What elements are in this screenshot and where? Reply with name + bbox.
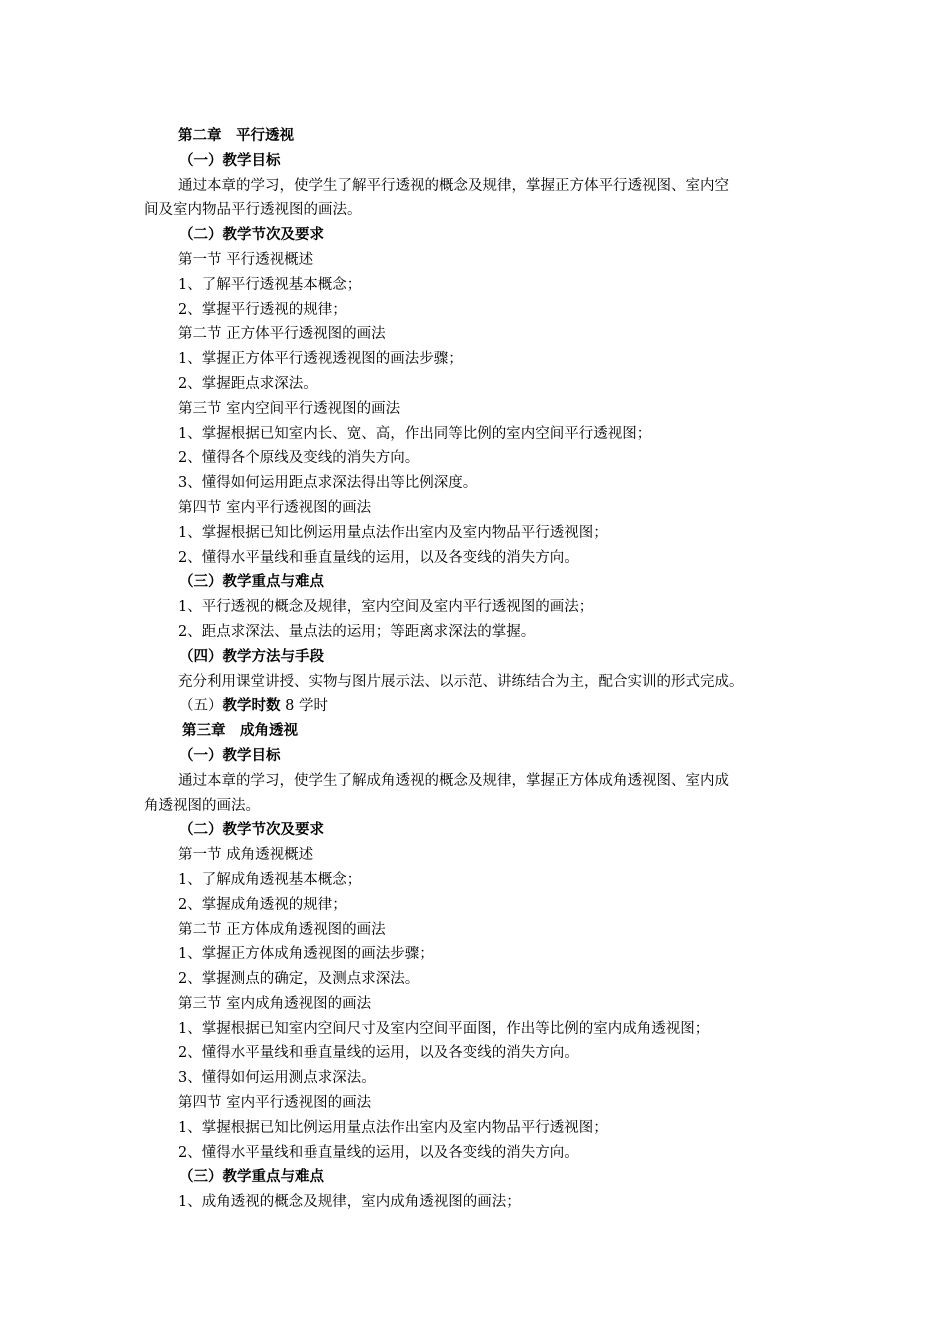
ch2-key-item: 1、平行透视的概念及规律，室内空间及室内平行透视图的画法； [178,599,594,616]
ch3-s1-item: 1、了解成角透视基本概念； [178,871,362,888]
ch2-method-text: 充分利用课堂讲授、实物与图片展示法、以示范、讲练结合为主，配合实训的形式完成。 [178,673,744,690]
ch3-key-item: 1、成角透视的概念及规律，室内成角透视图的画法； [178,1194,521,1211]
ch2-key-heading: （三）教学重点与难点 [179,573,324,591]
ch2-goal-text-2: 间及室内物品平行透视图的画法。 [144,202,362,219]
ch2-sections-heading: （二）教学节次及要求 [179,226,324,244]
ch2-hours-line [0,694,950,719]
ch2-s3-item: 2、懂得各个原线及变线的消失方向。 [178,450,420,467]
ch3-s4-item: 2、懂得水平量线和垂直量线的运用，以及各变线的消失方向。 [178,1144,579,1161]
document-body [0,124,950,1215]
ch3-section-1-title: 第一节 成角透视概述 [178,847,314,864]
chapter-2-title: 第二章 平行透视 [178,127,294,144]
ch2-goal-text-1: 通过本章的学习，使学生了解平行透视的概念及规律，掌握正方体平行透视图、室内空 [178,177,729,194]
ch3-s2-item: 2、掌握测点的确定，及测点求深法。 [178,971,420,988]
ch2-method-heading: （四）教学方法与手段 [179,647,324,665]
ch2-section-3-title: 第三节 室内空间平行透视图的画法 [178,400,401,417]
ch2-section-1-title: 第一节 平行透视概述 [178,251,314,268]
ch2-key-item: 2、距点求深法、量点法的运用；等距离求深法的掌握。 [178,623,536,640]
ch2-section-2-title: 第二节 正方体平行透视图的画法 [178,326,386,343]
ch2-section-4-title: 第四节 室内平行透视图的画法 [178,499,372,516]
ch3-s3-item: 2、懂得水平量线和垂直量线的运用，以及各变线的消失方向。 [178,1045,579,1062]
ch3-s2-item: 1、掌握正方体成角透视图的画法步骤； [178,946,434,963]
ch3-section-3-title: 第三节 室内成角透视图的画法 [178,995,372,1012]
ch3-sections-heading: （二）教学节次及要求 [179,821,324,839]
ch2-s1-item: 2、掌握平行透视的规律； [178,301,347,318]
ch3-section-2-title: 第二节 正方体成角透视图的画法 [178,921,386,938]
ch2-s3-item: 1、掌握根据已知室内长、宽、高，作出同等比例的室内空间平行透视图； [178,425,652,442]
ch3-key-heading: （三）教学重点与难点 [179,1168,324,1186]
ch2-s4-item: 1、掌握根据已知比例运用量点法作出室内及室内物品平行透视图； [178,524,608,541]
ch2-s2-item: 2、掌握距点求深法。 [178,375,318,392]
ch2-s2-item: 1、掌握正方体平行透视透视图的画法步骤； [178,351,463,368]
ch3-s4-item: 1、掌握根据已知比例运用量点法作出室内及室内物品平行透视图； [178,1119,608,1136]
ch3-goal-text-1: 通过本章的学习，使学生了解成角透视的概念及规律，掌握正方体成角透视图、室内成 [178,772,729,789]
ch2-hours-label: 教学时数 [222,697,281,715]
ch3-section-4-title: 第四节 室内平行透视图的画法 [178,1095,372,1112]
ch2-s3-item: 3、懂得如何运用距点求深法得出等比例深度。 [178,475,478,492]
ch2-hours-value: 8 学时 [280,698,328,715]
ch3-s3-item: 3、懂得如何运用测点求深法。 [178,1070,376,1087]
ch2-s4-item: 2、懂得水平量线和垂直量线的运用，以及各变线的消失方向。 [178,549,579,566]
chapter-3-title: 第三章 成角透视 [182,722,298,740]
ch3-goal-heading: （一）教学目标 [179,746,281,764]
ch3-s3-item: 1、掌握根据已知室内空间尺寸及室内空间平面图，作出等比例的室内成角透视图； [178,1020,710,1037]
ch3-goal-text-2: 角透视图的画法。 [144,797,260,814]
ch2-hours-prefix: （五） [179,698,223,715]
ch3-s1-item: 2、掌握成角透视的规律； [178,896,347,913]
ch2-goal-heading: （一）教学目标 [179,151,281,169]
ch2-s1-item: 1、了解平行透视基本概念； [178,276,362,293]
